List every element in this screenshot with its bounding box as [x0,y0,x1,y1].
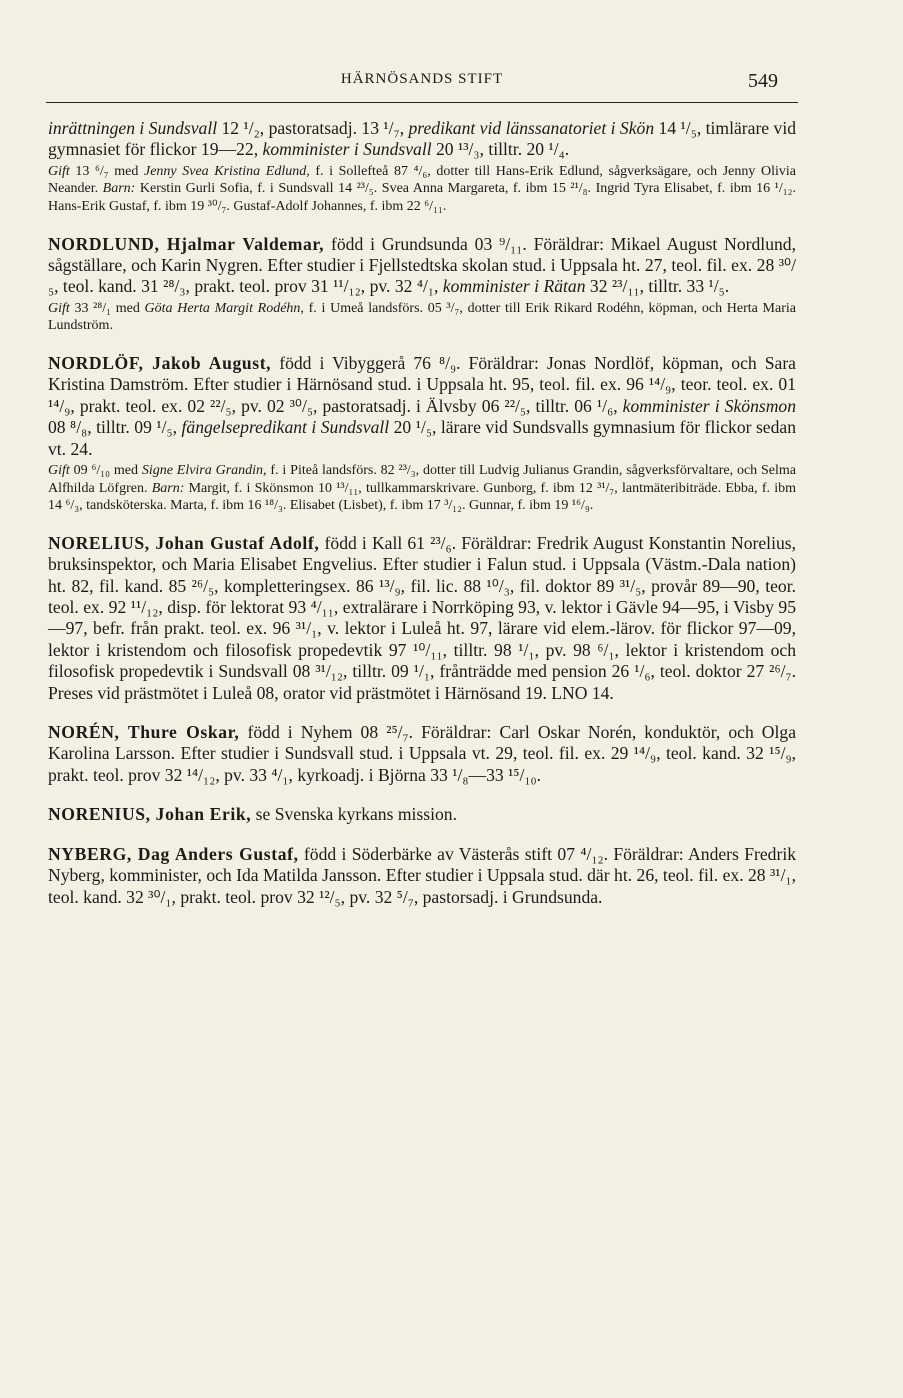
entry-body: NORENIUS, Johan Erik, se Svenska kyrkans mission. [48,804,457,825]
family-note: Gift 13 ⁶/₇ med Jenny Svea Kristina Edlund, f. i Sollefteå 87 ⁴/₆, dotter till Hans-Erik Edlund, sågverksägare, och Jenny Olivia Neander. Barn: Kerstin Gurli Sofia, f. i Sundsvall 14 ²³/₅. Svea Anna Margareta, f. ibm 15 ²¹/₈. Ingrid Tyra Elisabet, f. ibm 16 ¹/₁₂. Hans-Erik Gustaf, f. ibm 19 ³⁰/₇. Gustaf-Adolf Johannes, f. ibm 22 ⁶/₁₁. [48,163,796,214]
entry-name: NORÉN, Thure Oskar, [48,722,240,743]
entry-body: NYBERG, Dag Anders Gustaf, född i Söderbärke av Västerås stift 07 ⁴/₁₂. Föräldrar: Anders Fredrik Nyberg, komminister, och Ida Matilda Jansson. Efter studier i Uppsala stud. där ht. 26, teol. fil. ex. 28 ³¹/₁, teol. kand. 32 ³⁰/₁, prakt. teol. prov 32 ¹²/₅, pv. 32 ⁵/₇, pastorsadj. i Grundsunda. [48,843,797,907]
page-header [46,62,798,103]
page-number: 549 [748,70,778,92]
family-note: Gift 33 ²⁸/₁ med Göta Herta Margit Rodéhn, f. i Umeå landsförs. 05 ³/₇, dotter till Erik Rikard Rodéhn, köpman, och Herta Maria Lundström. [48,300,796,334]
page-content [48,118,796,908]
entry-name: NORELIUS, Johan Gustaf Adolf, [48,532,320,553]
entry-body: inrättningen i Sundsvall 12 ¹/₂, pastoratsadj. 13 ¹/₇, predikant vid länssanatoriet i Skön 14 ¹/₅, timlärare vid gymnasiet för flickor 19—22, komminister i Sundsvall 20 ¹³/₃, tilltr. 20 ¹/₄. [48,118,796,160]
entry-name: NORDLUND, Hjalmar Valdemar, [48,233,325,254]
entry-name: NORDLÖF, Jakob August, [48,353,272,373]
entry-nordlof [48,353,796,515]
entry-norenius [48,804,796,825]
entry-name: NORENIUS, Johan Erik, [48,804,252,825]
entry-continuation [48,118,796,216]
entry-body: NORDLÖF, Jakob August, född i Vibyggerå 76 ⁸/₉. Föräldrar: Jonas Nordlöf, köpman, och Sara Kristina Damström. Efter studier i Härnösand stud. i Uppsala ht. 95, teol. fil. ex. 96 ¹⁴/₉, teor. teol. ex. 01 ¹⁴/₉, prakt. teol. ex. 02 ²²/₅, pv. 02 ³⁰/₅, pastoratsadj. i Älvsby 06 ²²/₅, tilltr. 06 ¹/₆, komminister i Skönsmon 08 ⁸/₈, tilltr. 09 ¹/₅, fängelsepredikant i Sundsvall 20 ¹/₅, lärare vid Sundsvalls gymnasium för flickor sedan vt. 24. [48,353,797,459]
entry-noren [48,722,796,786]
entry-body: NORÉN, Thure Oskar, född i Nyhem 08 ²⁵/₇. Föräldrar: Carl Oskar Norén, konduktör, och Olga Karolina Larsson. Efter studier i Sundsvall stud. i Uppsala vt. 29, teol. fil. ex. 29 ¹⁴/₉, teol. kand. 32 ¹⁵/₉, prakt. teol. prov 32 ¹⁴/₁₂, pv. 33 ⁴/₁, kyrkoadj. i Björna 33 ¹/₈—33 ¹⁵/₁₀. [48,722,797,785]
entry-body: NORELIUS, Johan Gustaf Adolf, född i Kall 61 ²³/₆. Föräldrar: Fredrik August Konstantin Norelius, bruksinspektor, och Maria Elisabet Engvelius. Efter studier i Falun stud. i Uppsala (Västm.-Dala nation) ht. 82, fil. kand. 85 ²⁶/₅, kompletteringsex. 86 ¹³/₉, fil. lic. 88 ¹⁰/₃, fil. doktor 89 ³¹/₅, provår 89—90, teor. teol. ex. 92 ¹¹/₁₂, disp. för lektorat 93 ⁴/₁₁, extralärare i Norrköping 93, v. lektor i Gävle 94—95, i Visby 95—97, befr. från prakt. teol. ex. 96 ³¹/₁, v. lektor i Luleå ht. 97, lärare vid elem.-lärov. för flickor 97—09, lektor i kristendom och filosofisk propedevtik 97 ¹⁰/₁₁, tilltr. 98 ¹/₁, pv. 98 ⁶/₁, lektor i kristendom och filosofisk propedevtik i Sundsvall 08 ³¹/₁₂, tilltr. 09 ¹/₁, frånträdde med pension 26 ¹/₆, teol. doktor 27 ²⁶/₇. Preses vid prästmötet i Luleå 08, orator vid prästmötet i Härnösand 19. LNO 14. [48,532,796,703]
family-note: Gift 09 ⁶/₁₀ med Signe Elvira Grandin, f. i Piteå landsförs. 82 ²³/₃, dotter till Ludvig Julianus Grandin, sågverksförvaltare, och Selma Alfhilda Löfgren. Barn: Margit, f. i Skönsmon 10 ¹³/₁₁, tullkammarskrivare. Gunborg, f. ibm 12 ³¹/₇, lantmäteribiträde. Ebba, f. ibm 14 ⁶/₃, tandsköterska. Marta, f. ibm 16 ¹⁸/₃. Elisabet (Lisbet), f. ibm 17 ³/₁₂. Gunnar, f. ibm 19 ¹⁶/₉. [48,463,796,514]
entry-body: NORDLUND, Hjalmar Valdemar, född i Grundsunda 03 ⁹/₁₁. Föräldrar: Mikael August Nordlund, sågställare, och Karin Nygren. Efter studier i Fjellstedtska skolan stud. i Uppsala ht. 27, teol. fil. ex. 28 ³⁰/₅, teol. kand. 31 ²⁸/₃, prakt. teol. prov 31 ¹¹/₁₂, pv. 32 ⁴/₁, komminister i Rätan 32 ²³/₁₁, tilltr. 33 ¹/₅. [48,233,796,297]
entry-nyberg [48,844,796,908]
entry-name: NYBERG, Dag Anders Gustaf, [48,843,299,864]
entry-norelius [48,533,796,704]
entry-nordlund [48,234,796,335]
running-head: HÄRNÖSANDS STIFT [340,71,504,87]
